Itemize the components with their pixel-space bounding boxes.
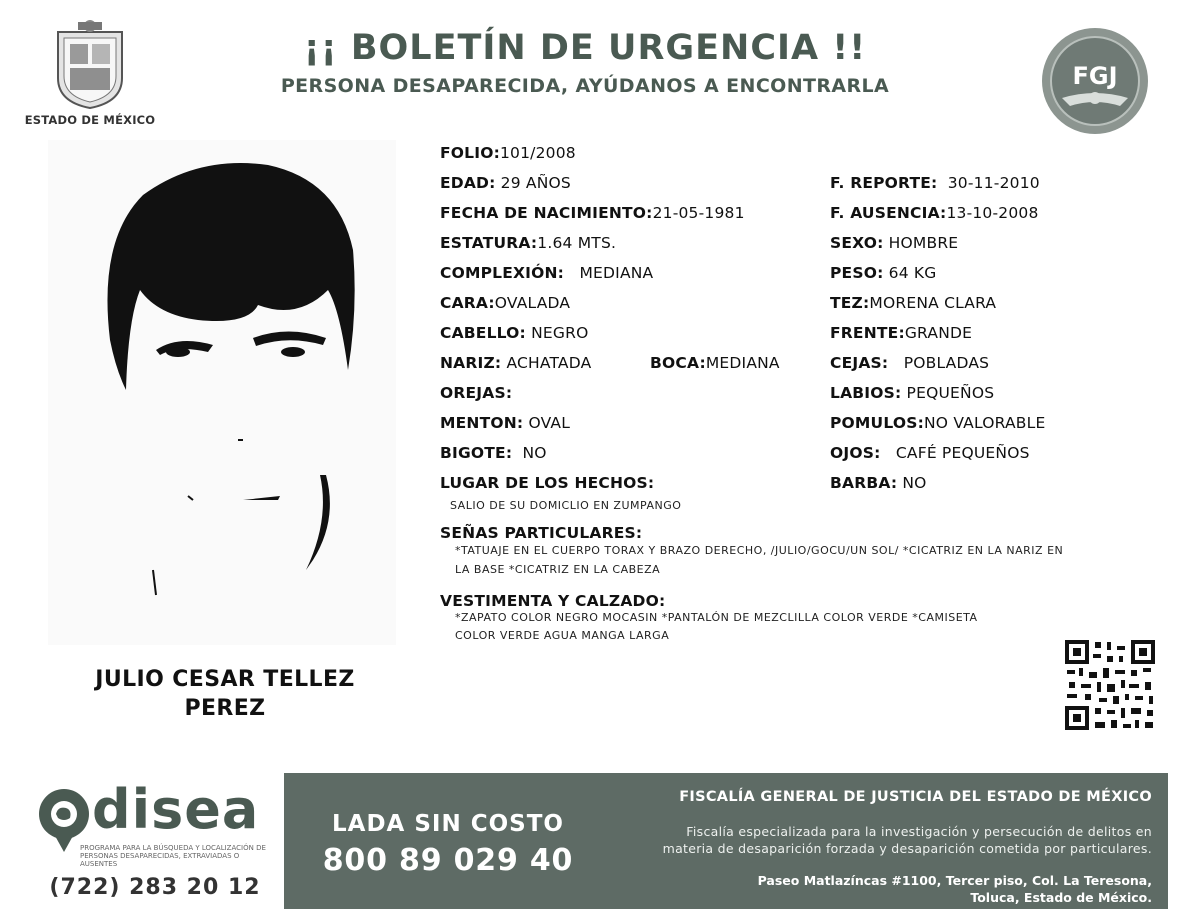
person-name xyxy=(40,665,410,723)
fiscalia-title: FISCALÍA GENERAL DE JUSTICIA DEL ESTADO DE MÉXICO xyxy=(679,789,1152,805)
address-line1: Paseo Matlazíncas #1100, Tercer piso, Col. La Teresona, xyxy=(757,873,1152,888)
estado-de-mexico-coat-of-arms xyxy=(50,18,130,110)
field-tez: TEZ:MORENA CLARA xyxy=(830,294,997,312)
person-photo xyxy=(48,140,396,645)
fiscalia-desc-line1: Fiscalía especializada para la investigación y persecución de delitos en xyxy=(686,824,1152,839)
field-cabello: CABELLO: NEGRO xyxy=(440,324,589,342)
field-folio: FOLIO:101/2008 xyxy=(440,144,576,162)
senas-label: SEÑAS PARTICULARES: xyxy=(440,524,643,542)
field-fecha-nacimiento: FECHA DE NACIMIENTO:21-05-1981 xyxy=(440,204,745,222)
vestimenta-line1: *ZAPATO COLOR NEGRO MOCASIN *PANTALÓN DE MEZCLILLA COLOR VERDE *CAMISETA xyxy=(455,611,978,624)
bulletin-title: ¡¡ BOLETÍN DE URGENCIA !! xyxy=(303,28,867,68)
fiscalia-desc-line2: materia de desaparición forzada y desaparición cometida por particulares. xyxy=(662,841,1152,856)
person-name-line2: PEREZ xyxy=(184,696,266,721)
odisea-tagline: PROGRAMA PARA LA BÚSQUEDA Y LOCALIZACIÓN DE PERSONAS DESAPARECIDAS, EXTRAVIADAS O AUSENTES xyxy=(80,844,266,868)
vestimenta-line2: COLOR VERDE AGUA MANGA LARGA xyxy=(455,629,670,642)
odisea-word: disea xyxy=(92,778,260,841)
address-line2: Toluca, Estado de México. xyxy=(970,890,1152,905)
field-orejas: OREJAS: xyxy=(440,384,513,402)
vestimenta-label: VESTIMENTA Y CALZADO: xyxy=(440,592,666,610)
bulletin-subtitle: PERSONA DESAPARECIDA, AYÚDANOS A ENCONTRARLA xyxy=(280,75,890,97)
field-cara: CARA:OVALADA xyxy=(440,294,571,312)
person-name-line1: JULIO CESAR TELLEZ xyxy=(95,667,355,692)
lada-phone-number: 800 89 029 40 xyxy=(322,843,574,878)
field-barba: BARBA: NO xyxy=(830,474,927,492)
field-bigote: BIGOTE: NO xyxy=(440,444,547,462)
field-estatura: ESTATURA:1.64 MTS. xyxy=(440,234,617,252)
field-f-ausencia: F. AUSENCIA:13-10-2008 xyxy=(830,204,1039,222)
senas-line2: LA BASE *CICATRIZ EN LA CABEZA xyxy=(455,563,661,576)
qr-code[interactable] xyxy=(1063,638,1157,732)
odisea-logo xyxy=(36,778,272,876)
lugar-hechos-label: LUGAR DE LOS HECHOS: xyxy=(440,474,655,492)
field-nariz: NARIZ: ACHATADA xyxy=(440,354,592,372)
field-labios: LABIOS: PEQUEÑOS xyxy=(830,384,995,402)
lada-sin-costo-label: LADA SIN COSTO xyxy=(332,811,564,837)
field-f-reporte: F. REPORTE: 30-11-2010 xyxy=(830,174,1040,192)
field-frente: FRENTE:GRANDE xyxy=(830,324,973,342)
field-complexion: COMPLEXIÓN: MEDIANA xyxy=(440,264,654,282)
fiscalia-description xyxy=(600,823,1152,857)
field-cejas: CEJAS: POBLADAS xyxy=(830,354,990,372)
estado-label: ESTADO DE MÉXICO xyxy=(24,113,156,127)
fiscalia-address xyxy=(600,872,1152,906)
senas-line1: *TATUAJE EN EL CUERPO TORAX Y BRAZO DERECHO, /JULIO/GOCU/UN SOL/ *CICATRIZ EN LA NARIZ EN xyxy=(455,544,1064,557)
fgj-label: FGJ xyxy=(1072,62,1118,90)
field-edad: EDAD: 29 AÑOS xyxy=(440,174,571,192)
field-boca: BOCA:MEDIANA xyxy=(650,354,780,372)
field-peso: PESO: 64 KG xyxy=(830,264,937,282)
field-pomulos: POMULOS:NO VALORABLE xyxy=(830,414,1046,432)
field-menton: MENTON: OVAL xyxy=(440,414,571,432)
field-sexo: SEXO: HOMBRE xyxy=(830,234,959,252)
lugar-hechos-text: SALIO DE SU DOMICLIO EN ZUMPANGO xyxy=(450,499,682,512)
field-ojos: OJOS: CAFÉ PEQUEÑOS xyxy=(830,444,1030,462)
fgj-seal-logo xyxy=(1040,26,1150,136)
odisea-phone: (722) 283 20 12 xyxy=(49,875,261,900)
